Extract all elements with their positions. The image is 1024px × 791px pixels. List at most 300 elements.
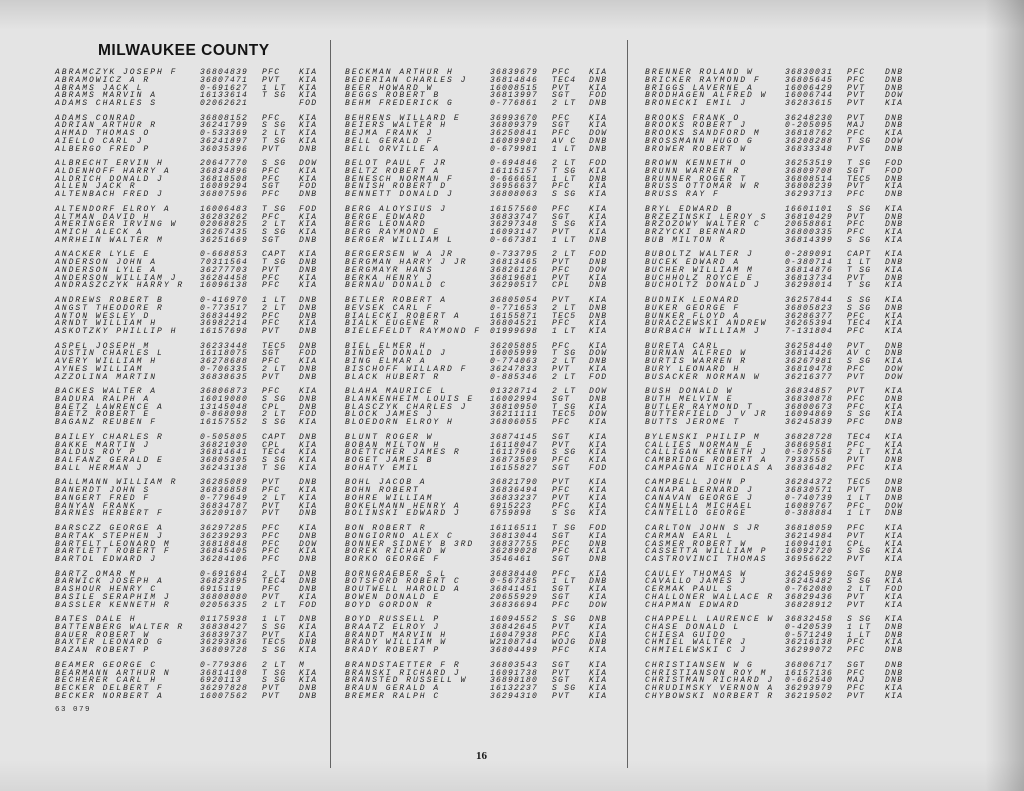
entry-status: DNB [299, 684, 318, 694]
entry-rank: S SG [847, 296, 872, 305]
entry-serial: 16094101 [785, 539, 834, 549]
entry-name: BUBOLTZ WALTER J [645, 250, 754, 260]
entry-rank: PFC [847, 646, 866, 656]
entry-serial: 16133614 [200, 91, 249, 101]
entry-serial: 0-533369 [200, 129, 249, 139]
entry-serial: 36818508 [200, 174, 249, 184]
entry-name: ALDENHOFF HARRY A [55, 166, 171, 176]
entry-status: KIA [885, 432, 904, 442]
entry-serial: 36284458 [200, 273, 249, 283]
entry-rank: T SG [262, 463, 287, 473]
entry-status: DNB [885, 569, 904, 579]
entry-serial: 36807471 [200, 75, 249, 85]
entry-status: DOW [299, 159, 318, 169]
entry-serial: 36830031 [785, 68, 834, 77]
entry-rank: PFC [262, 311, 281, 321]
roster-entry [345, 465, 620, 473]
entry-name: CHAPPELL LAURENCE W [645, 615, 775, 625]
entry-name: ANGST THEODORE R [55, 303, 164, 313]
entry-serial: 36841451 [490, 585, 539, 595]
entry-name: BEER HOWARD W [345, 83, 434, 93]
entry-group [345, 571, 620, 611]
entry-rank: 2 LT [552, 159, 577, 169]
entry-rank: SGT [262, 349, 281, 359]
entry-rank: PFC [262, 113, 281, 123]
entry-rank: PFC [552, 486, 571, 496]
entry-name: BUDNIK LEONARD [645, 296, 741, 305]
entry-rank: PFC [262, 539, 281, 549]
entry-serial: 16006429 [785, 83, 834, 93]
roster-entry [55, 282, 330, 290]
entry-name: BATES DALE H [55, 615, 137, 625]
entry-status: KIA [589, 676, 608, 686]
entry-name: AUSTIN CHARLES L [55, 349, 164, 359]
roster-entry [55, 374, 330, 382]
entry-name: CHASE DONALD L [645, 622, 741, 632]
entry-status: KIA [589, 509, 608, 519]
entry-serial: 16157698 [200, 327, 249, 336]
entry-name: BYLENSKI PHILIP M [645, 432, 761, 442]
entry-name: BARWICK JOSEPH A [55, 577, 164, 587]
entry-name: BOGET JAMES B [345, 456, 434, 466]
entry-rank: CPL [262, 402, 281, 412]
entry-rank: PFC [262, 387, 281, 397]
entry-status: KIA [885, 448, 904, 458]
entry-status: DNB [885, 273, 904, 283]
entry-status: KIA [589, 547, 608, 557]
entry-name: BUCHHOLZ ROYCE E [645, 273, 754, 283]
roster-entry [645, 328, 920, 336]
entry-status: DNB [885, 83, 904, 93]
entry-rank: PVT [262, 144, 281, 154]
entry-name: ALTENDORF ELROY A [55, 204, 171, 214]
entry-name: CAVALLO JAMES J [645, 577, 748, 587]
roster-column-2 [345, 69, 620, 729]
entry-rank: PFC [552, 600, 571, 610]
entry-status: KIA [885, 311, 904, 321]
entry-rank: PVT [262, 630, 281, 640]
entry-serial: 36898180 [490, 676, 539, 686]
entry-status: DNB [885, 630, 904, 640]
entry-status: DNB [885, 212, 904, 222]
entry-name: BLANKENHEIM LOUIS E [345, 394, 475, 404]
entry-serial: 36874145 [490, 432, 539, 442]
entry-rank: SGT [552, 555, 571, 564]
entry-serial: 0-779649 [200, 493, 249, 503]
entry-status: KIA [299, 622, 318, 632]
entry-status: DOW [299, 539, 318, 549]
entry-name: BAZAN ROBERT P [55, 646, 151, 656]
entry-name: BUCHER WILLIAM M [645, 265, 754, 275]
entry-name: CANNELLA MICHAEL [645, 501, 754, 511]
entry-status: DNB [885, 478, 904, 488]
entry-group [55, 434, 330, 474]
entry-status: KIA [885, 555, 904, 564]
entry-rank: T SG [262, 91, 287, 101]
entry-rank: S SG [847, 547, 872, 557]
entry-rank: SGT [552, 463, 571, 473]
entry-name: ABRAMS JACK L [55, 83, 144, 93]
entry-status: KIA [299, 129, 318, 139]
entry-rank: TEC4 [847, 319, 872, 329]
entry-status: KIA [885, 296, 904, 305]
entry-rank: S SG [552, 190, 577, 200]
entry-serial: 6915119 [200, 585, 243, 595]
entry-name: BRZEZINSKI LEROY S [645, 212, 768, 222]
entry-name: CHAPMAN EDWARD [645, 600, 741, 610]
entry-serial: 0-420539 [785, 622, 834, 632]
entry-group [645, 343, 920, 383]
entry-status: DOW [885, 364, 904, 374]
entry-serial: 36814108 [200, 668, 249, 678]
entry-group [645, 479, 920, 519]
entry-name: BING ELMAR A [345, 357, 427, 367]
entry-name: ALBERGO FRED P [55, 144, 151, 154]
entry-name: BLUNT ROGER W [345, 432, 434, 442]
entry-serial: 36829436 [785, 592, 834, 602]
entry-name: BROWER ROBERT W [645, 144, 748, 154]
entry-name: BIEL ELMER H [345, 341, 427, 351]
entry-name: BOHN ROBERT [345, 486, 420, 496]
entry-rank: S SG [847, 410, 872, 420]
entry-group [345, 662, 620, 702]
entry-status: KIA [299, 68, 318, 77]
entry-serial: 36819681 [490, 273, 539, 283]
entry-rank: 1 LT [552, 235, 577, 245]
entry-name: AHMAD THOMAS O [55, 129, 151, 139]
entry-status: KIA [299, 456, 318, 466]
entry-name: CHRISTMAN RICHARD J [645, 676, 775, 686]
entry-rank: SGT [847, 569, 866, 579]
roster-entry [645, 602, 920, 610]
entry-name: BLOEDORN ELROY H [345, 418, 454, 428]
entry-status: DOW [589, 600, 608, 610]
entry-group [645, 616, 920, 656]
roster-entry [645, 647, 920, 655]
entry-rank: 1 LT [847, 622, 872, 632]
entry-rank: 1 LT [552, 144, 577, 154]
entry-name: BUTTS JEROME T [645, 418, 741, 428]
entry-status: DNB [589, 555, 608, 564]
entry-name: CANTELLO GEORGE [645, 509, 748, 519]
entry-status: KIA [885, 547, 904, 557]
entry-rank: PVT [847, 83, 866, 93]
entry-rank: PFC [552, 68, 571, 77]
roster-entry [645, 282, 920, 290]
entry-status: DOW [589, 410, 608, 420]
entry-name: BADURA RALPH A [55, 394, 151, 404]
entry-status: DNB [589, 357, 608, 367]
entry-name: BERG ALOYSIUS J [345, 204, 448, 214]
entry-status: DNB [299, 364, 318, 374]
entry-serial: 36293713 [785, 190, 834, 200]
entry-rank: CAPT [262, 432, 287, 442]
entry-status: DNB [299, 478, 318, 488]
entry-status: KIA [589, 493, 608, 503]
entry-serial: 36298014 [785, 281, 834, 291]
entry-name: BOBAN MILTON H [345, 440, 441, 450]
entry-name: ALTENBACH FRED J [55, 190, 164, 200]
entry-name: CHMIELEWSKI C J [645, 646, 748, 656]
entry-serial: 16089767 [785, 501, 834, 511]
entry-serial: 36808080 [200, 592, 249, 602]
entry-status: DNB [299, 615, 318, 625]
entry-serial: 36241799 [200, 121, 249, 131]
entry-rank: PFC [847, 402, 866, 412]
entry-rank: 2 LT [262, 364, 287, 374]
entry-group [345, 525, 620, 565]
entry-status: KIA [589, 341, 608, 351]
entry-name: BRZYCKI BERNARD [645, 228, 748, 238]
roster-entry [345, 237, 620, 245]
entry-serial: 36216138 [785, 638, 834, 648]
entry-name: BERGE EDWARD [345, 212, 427, 222]
entry-status: KIA [299, 440, 318, 450]
entry-status: DOW [885, 501, 904, 511]
entry-name: ANDREWS ROBERT B [55, 296, 164, 305]
entry-serial: 36836858 [200, 486, 249, 496]
entry-serial: 0-667381 [490, 235, 539, 245]
entry-status: DNB [885, 486, 904, 496]
entry-status: DNB [589, 136, 608, 146]
roster-entry [345, 282, 620, 290]
entry-status: KIA [589, 296, 608, 305]
entry-name: BURACZEWSKI ANDREW [645, 319, 768, 329]
entry-name: BENISH ROBERT D [345, 182, 448, 192]
entry-status: DOW [589, 349, 608, 359]
entry-rank: S SG [847, 235, 872, 245]
entry-name: BURETA CARL [645, 341, 720, 351]
entry-name: BECKMAN ARTHUR H [345, 68, 454, 77]
roster-entry [345, 419, 620, 427]
entry-rank: PFC [847, 68, 866, 77]
entry-name: BAETZ LAWRENCE A [55, 402, 164, 412]
entry-rank: SGT [847, 166, 866, 176]
entry-name: BRENNER ROLAND W [645, 68, 754, 77]
entry-serial: 16019080 [200, 394, 249, 404]
entry-name: BUTTERFIELD J V JR [645, 410, 768, 420]
entry-serial: 36813734 [785, 273, 834, 283]
entry-serial: 36826126 [490, 265, 539, 275]
entry-name: BAKKE MARTIN J [55, 440, 151, 450]
roster-entry [55, 465, 330, 473]
entry-status: FOD [589, 524, 608, 533]
entry-serial: 16118075 [200, 349, 249, 359]
entry-serial: 36800335 [785, 228, 834, 238]
entry-serial: 36804521 [490, 319, 539, 329]
entry-name: BAETZ ROBERT E [55, 410, 151, 420]
entry-status: KIA [885, 691, 904, 701]
entry-rank: CPL [847, 539, 866, 549]
entry-name: BASHOUR HENRY C [55, 585, 158, 595]
entry-status: DNB [885, 349, 904, 359]
entry-rank: PFC [847, 129, 866, 139]
entry-serial: 20647770 [200, 159, 249, 169]
entry-name: BERGERSEN W A JR [345, 250, 454, 260]
entry-group [345, 297, 620, 337]
entry-status: KIA [589, 402, 608, 412]
entry-serial: 36810478 [785, 364, 834, 374]
entry-rank: T SG [262, 204, 287, 214]
entry-serial: 36818762 [785, 129, 834, 139]
entry-status: DNB [299, 531, 318, 541]
entry-rank: SGT [552, 531, 571, 541]
entry-status: FOD [299, 410, 318, 420]
entry-rank: 2 LT [262, 129, 287, 139]
entry-rank: PVT [552, 622, 571, 632]
entry-name: CARLTON JOHN S JR [645, 524, 761, 533]
entry-serial: 36956637 [490, 182, 539, 192]
entry-serial: W2108744 [490, 638, 539, 648]
entry-serial: 16094552 [490, 615, 539, 625]
entry-name: BACKES WALTER A [55, 387, 158, 397]
entry-serial: 36833348 [785, 144, 834, 154]
entry-status: DNB [589, 258, 608, 268]
entry-serial: 0-771653 [490, 303, 539, 313]
entry-serial: 0-571249 [785, 630, 834, 640]
entry-rank: PVT [262, 501, 281, 511]
entry-status: FOD [589, 463, 608, 473]
entry-status: KIA [885, 281, 904, 291]
entry-serial: 36267435 [200, 228, 249, 238]
entry-group [645, 69, 920, 109]
entry-status: DNB [589, 75, 608, 85]
entry-status: DNB [299, 372, 318, 382]
entry-serial: 7933558 [785, 456, 828, 466]
entry-status: DNB [299, 303, 318, 313]
roster-entry [645, 237, 920, 245]
entry-status: KIA [299, 524, 318, 533]
entry-serial: 36233448 [200, 341, 249, 351]
entry-status: KIA [885, 387, 904, 397]
entry-name: BRUSS OTTOMAR W R [645, 182, 761, 192]
entry-serial: 36283262 [200, 212, 249, 222]
entry-serial: 36285089 [200, 478, 249, 488]
entry-status: DOW [885, 372, 904, 382]
entry-rank: 1 LT [552, 327, 577, 336]
entry-rank: PVT [262, 691, 281, 701]
entry-name: BRZOZOWY WALTER C [645, 220, 761, 230]
entry-rank: SGT [552, 91, 571, 101]
entry-status: DNB [885, 144, 904, 154]
entry-name: BON ROBERT R [345, 524, 427, 533]
entry-name: BRUSS RAY F [645, 190, 720, 200]
entry-name: BISCHOFF WILLARD F [345, 364, 468, 374]
entry-name: BUB MILTON R [645, 235, 727, 245]
entry-status: KIA [589, 622, 608, 632]
entry-serial: 36278688 [200, 357, 249, 367]
entry-rank: PVT [552, 273, 571, 283]
entry-status: KIA [885, 250, 904, 260]
entry-rank: 2 LT [262, 493, 287, 503]
entry-status: DOW [589, 265, 608, 275]
entry-rank: 2 LT [552, 372, 577, 382]
entry-rank: PFC [552, 501, 571, 511]
entry-group [55, 251, 330, 291]
entry-rank: CPL [552, 281, 571, 291]
entry-status: KIA [299, 75, 318, 85]
entry-serial: 0-388884 [785, 509, 834, 519]
entry-name: BRANSTED RUSSELL W [345, 676, 468, 686]
entry-rank: TEC5 [262, 341, 287, 351]
entry-name: BARTZ OMAR M [55, 569, 137, 579]
entry-status: KIA [589, 364, 608, 374]
entry-name: ABRAMS MARVIN A [55, 91, 158, 101]
entry-name: BIALECKI ROBERT A [345, 311, 461, 321]
entry-name: BOYD RUSSELL P [345, 615, 441, 625]
entry-group [645, 434, 920, 474]
entry-rank: S SG [552, 509, 577, 519]
entry-name: BURBACH WILLIAM J [645, 327, 761, 336]
entry-status: FOD [589, 91, 608, 101]
entry-status: KIA [589, 319, 608, 329]
entry-name: BORNGRAEBER S L [345, 569, 448, 579]
entry-group [645, 115, 920, 155]
entry-serial: 0-567385 [490, 577, 539, 587]
entry-serial: 36807596 [200, 190, 249, 200]
entry-status: KIA [589, 273, 608, 283]
entry-serial: 36834492 [200, 311, 249, 321]
entry-group [55, 479, 330, 519]
entry-status: DNB [885, 493, 904, 503]
entry-name: BELOT PAUL F JR [345, 159, 448, 169]
entry-rank: PFC [847, 524, 866, 533]
entry-group [345, 69, 620, 109]
roster-entry [55, 419, 330, 427]
entry-status: DNB [589, 394, 608, 404]
entry-serial: 16089294 [200, 182, 249, 192]
entry-rank: PFC [262, 357, 281, 367]
roster-entry [55, 556, 330, 564]
entry-name: BROOKS FRANK O [645, 113, 741, 123]
entry-serial: 02068825 [200, 220, 249, 230]
entry-status: KIA [299, 212, 318, 222]
entry-status: KIA [885, 327, 904, 336]
entry-name: BANGERT FRED F [55, 493, 151, 503]
entry-rank: PFC [847, 394, 866, 404]
entry-serial: 0-733795 [490, 250, 539, 260]
entry-rank: 2 LT [262, 600, 287, 610]
entry-status: KIA [589, 327, 608, 336]
entry-rank: PVT [552, 83, 571, 93]
entry-status: KIA [299, 166, 318, 176]
entry-group [345, 206, 620, 246]
entry-status: KIA [589, 684, 608, 694]
entry-rank: S SG [262, 646, 287, 656]
entry-status: KIA [589, 501, 608, 511]
entry-rank: TEC4 [262, 577, 287, 587]
entry-rank: PVT [847, 212, 866, 222]
page-number: 16 [476, 750, 487, 762]
entry-status: KIA [589, 456, 608, 466]
entry-rank: S SG [847, 577, 872, 587]
entry-status: DNB [885, 341, 904, 351]
entry-rank: SGT [847, 660, 866, 670]
entry-status: DNB [299, 394, 318, 404]
entry-serial: 16155827 [490, 463, 539, 473]
entry-rank: TEC5 [552, 410, 577, 420]
entry-rank: 1 LT [552, 174, 577, 184]
entry-serial: 16006744 [785, 91, 834, 101]
entry-status: DNB [885, 646, 904, 656]
entry-rank: AV C [552, 136, 577, 146]
entry-rank: 1 LT [552, 577, 577, 587]
entry-serial: 36248230 [785, 113, 834, 123]
entry-group [345, 160, 620, 200]
entry-rank: PVT [552, 668, 571, 678]
entry-serial: 20658861 [785, 220, 834, 230]
entry-name: BRUNN WARREN R [645, 166, 741, 176]
